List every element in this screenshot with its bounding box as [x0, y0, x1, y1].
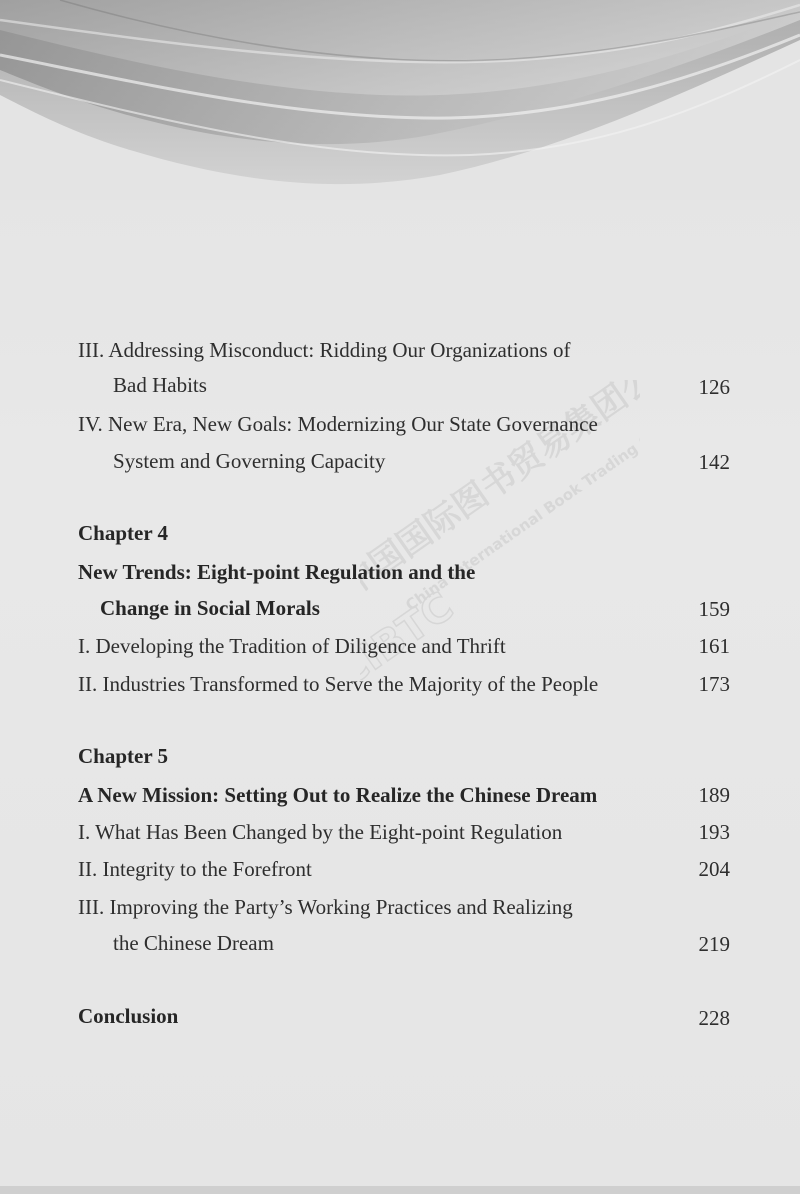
- toc-entry-title: I. What Has Been Changed by the Eight-point Regulation: [78, 820, 563, 844]
- svg-text:CIBTC: CIBTC: [360, 583, 462, 680]
- toc-page-number: 219: [698, 932, 730, 956]
- chapter-label: Chapter 5: [78, 744, 169, 768]
- toc-entry-title-continued: the Chinese Dream: [113, 931, 274, 955]
- toc-page-number: 142: [698, 450, 730, 474]
- toc-page-number: 126: [698, 375, 730, 399]
- toc-entry-title: IV. New Era, New Goals: Modernizing Our State Governance: [78, 412, 598, 436]
- toc-entry-title: II. Industries Transformed to Serve the Majority of the People: [78, 672, 599, 696]
- chapter-label: Chapter 4: [78, 521, 169, 545]
- toc-entry-title-continued: Bad Habits: [113, 373, 207, 397]
- toc-entry-title-continued: System and Governing Capacity: [113, 449, 386, 473]
- svg-text:中国国际图书贸易集团公司: 中国国际图书贸易集团公司: [360, 380, 640, 605]
- toc-entry-title: III. Addressing Misconduct: Ridding Our Organizations of: [78, 338, 571, 362]
- chapter-title: New Trends: Eight-point Regulation and the: [78, 560, 476, 584]
- page-bottom-edge: [0, 1186, 800, 1194]
- svg-text:China International Book Tradi: China International Book Trading Corporation: [402, 380, 640, 615]
- toc-page-number: 204: [698, 857, 730, 881]
- toc-entry-title: II. Integrity to the Forefront: [78, 857, 312, 881]
- toc-entry-title: III. Improving the Party’s Working Practices and Realizing: [78, 895, 573, 919]
- chapter-title-continued: Change in Social Morals: [100, 596, 320, 620]
- conclusion-title: Conclusion: [78, 1004, 179, 1028]
- toc-page-number: 173: [698, 672, 730, 696]
- toc-page-number: 228: [698, 1006, 730, 1030]
- toc-page-number: 159: [698, 597, 730, 621]
- toc-page-number: 193: [698, 820, 730, 844]
- toc-entry-title: I. Developing the Tradition of Diligence and Thrift: [78, 634, 506, 658]
- toc-page-number: 161: [698, 634, 730, 658]
- toc-page-number: 189: [698, 783, 730, 807]
- chapter-title: A New Mission: Setting Out to Realize the Chinese Dream: [78, 783, 598, 807]
